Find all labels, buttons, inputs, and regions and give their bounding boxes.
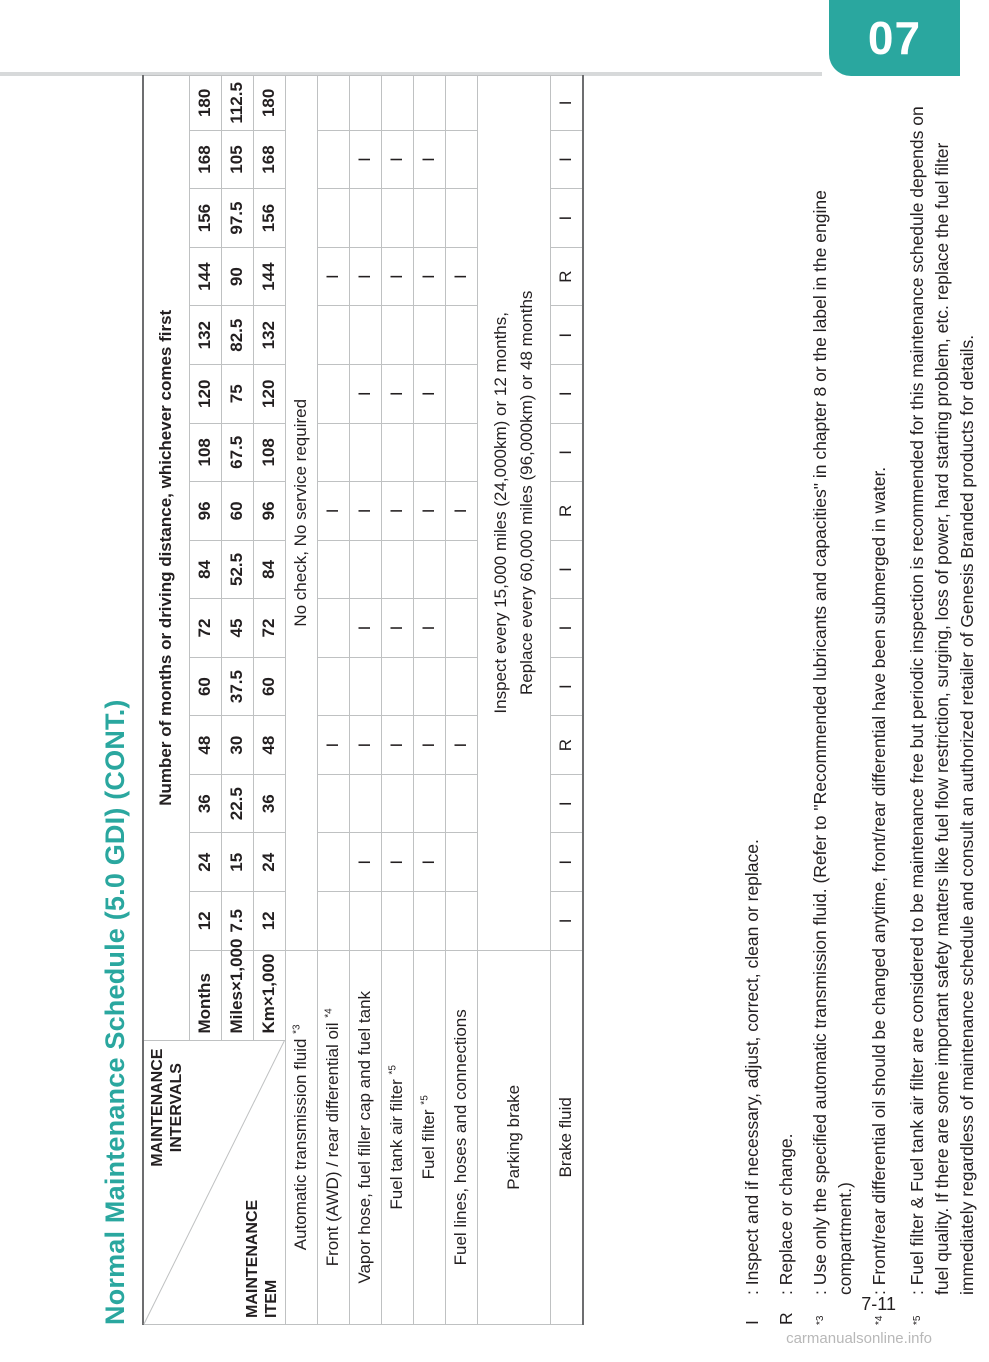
- schedule-cell: [349, 540, 381, 599]
- km-interval-14: 168: [253, 130, 285, 189]
- month-interval-8: 96: [189, 482, 221, 541]
- table-row: [285, 76, 317, 1325]
- mile-interval-3: 22.5: [221, 774, 253, 833]
- schedule-cell: [445, 76, 477, 131]
- km-interval-9: 108: [253, 423, 285, 482]
- schedule-cell: I: [413, 247, 445, 306]
- schedule-cell: I: [550, 76, 583, 131]
- schedule-cell: [317, 306, 349, 365]
- schedule-cell: [381, 423, 413, 482]
- table-row: [445, 76, 477, 1325]
- page-number: 7-11: [861, 1294, 896, 1314]
- mile-interval-5: 37.5: [221, 657, 253, 716]
- chapter-number: 07: [867, 12, 922, 64]
- mile-interval-2: 15: [221, 833, 253, 892]
- maintenance-schedule-table: [142, 75, 584, 1325]
- rotated-content: [100, 75, 977, 1325]
- month-interval-14: 168: [189, 130, 221, 189]
- footnote-ref: *5: [419, 1095, 431, 1105]
- schedule-cell: I: [381, 482, 413, 541]
- item-name: Brake fluid: [550, 950, 583, 1324]
- schedule-cell: I: [550, 306, 583, 365]
- schedule-cell: [413, 774, 445, 833]
- schedule-cell: [317, 364, 349, 423]
- schedule-cell: [445, 364, 477, 423]
- schedule-cell: [445, 774, 477, 833]
- note-key: *5: [911, 1315, 923, 1325]
- schedule-cell: I: [550, 774, 583, 833]
- note-text: : Inspect and if necessary, adjust, correct, clean or replace.: [742, 839, 762, 1295]
- note-key: *4: [874, 1315, 885, 1325]
- footnote-ref: *4: [323, 1008, 335, 1018]
- schedule-cell: R: [550, 482, 583, 541]
- mile-interval-7: 52.5: [221, 540, 253, 599]
- note-item: [905, 75, 980, 1325]
- month-interval-11: 132: [189, 306, 221, 365]
- schedule-cell: I: [550, 130, 583, 189]
- schedule-cell: I: [317, 716, 349, 775]
- note-item: [774, 75, 799, 1325]
- schedule-cell: [381, 657, 413, 716]
- month-interval-9: 108: [189, 423, 221, 482]
- schedule-cell: I: [445, 482, 477, 541]
- footnote-ref: *5: [387, 1065, 399, 1075]
- schedule-cell: I: [317, 482, 349, 541]
- schedule-cell: [317, 892, 349, 951]
- schedule-cell: I: [413, 364, 445, 423]
- item-name: Fuel filter $^{*5}$: [413, 950, 445, 1324]
- schedule-cell: [349, 76, 381, 131]
- table-row: [317, 76, 349, 1325]
- schedule-cell: [381, 306, 413, 365]
- schedule-cell: [349, 189, 381, 248]
- schedule-cell: [349, 657, 381, 716]
- km-interval-4: 48: [253, 716, 285, 775]
- km-interval-10: 120: [253, 364, 285, 423]
- km-interval-2: 24: [253, 833, 285, 892]
- schedule-cell: [317, 130, 349, 189]
- km-interval-8: 96: [253, 482, 285, 541]
- header-corner-cell: [143, 1040, 285, 1324]
- schedule-cell: I: [349, 364, 381, 423]
- note-text: : Replace or change.: [776, 1133, 796, 1295]
- schedule-cell: [445, 306, 477, 365]
- schedule-cell: [445, 657, 477, 716]
- schedule-cell: I: [349, 716, 381, 775]
- page-title: Normal Maintenance Schedule (5.0 GDI) (CONT.): [100, 699, 130, 1325]
- month-interval-1: 12: [189, 892, 221, 951]
- mile-interval-8: 60: [221, 482, 253, 541]
- schedule-cell: I: [550, 892, 583, 951]
- schedule-cell: I: [413, 833, 445, 892]
- schedule-cell: [349, 423, 381, 482]
- header-span-label: Number of months or driving distance, whichever comes first: [143, 76, 189, 1041]
- mile-interval-4: 30: [221, 716, 253, 775]
- table-row: [381, 76, 413, 1325]
- schedule-cell: [445, 189, 477, 248]
- mile-interval-9: 67.5: [221, 423, 253, 482]
- schedule-cell: [445, 892, 477, 951]
- schedule-cell: [317, 774, 349, 833]
- mile-interval-15: 112.5: [221, 76, 253, 131]
- schedule-cell: I: [349, 482, 381, 541]
- schedule-cell: [349, 774, 381, 833]
- mile-interval-12: 90: [221, 247, 253, 306]
- schedule-cell: I: [413, 599, 445, 658]
- item-name: Fuel lines, hoses and connections: [445, 950, 477, 1324]
- footnote-ref: *3: [291, 1024, 303, 1034]
- schedule-cell: [349, 892, 381, 951]
- km-interval-15: 180: [253, 76, 285, 131]
- schedule-cell: [413, 540, 445, 599]
- schedule-cell: [413, 657, 445, 716]
- schedule-cell: I: [381, 833, 413, 892]
- mile-interval-14: 105: [221, 130, 253, 189]
- miles-label: Miles×1,000: [221, 950, 253, 1040]
- note-key: R: [776, 1312, 796, 1325]
- schedule-cell: I: [413, 716, 445, 775]
- schedule-cell: [317, 657, 349, 716]
- month-interval-13: 156: [189, 189, 221, 248]
- months-label: Months: [189, 950, 221, 1040]
- header-intervals-label: MAINTENANCE INTERVALS: [149, 1048, 185, 1167]
- schedule-cell: [413, 189, 445, 248]
- schedule-cell: [381, 189, 413, 248]
- schedule-cell: I: [413, 482, 445, 541]
- month-interval-7: 84: [189, 540, 221, 599]
- chapter-tab: [829, 0, 960, 76]
- table-row: [413, 76, 445, 1325]
- km-interval-7: 84: [253, 540, 285, 599]
- notes-section: [740, 75, 989, 1325]
- schedule-cell: [445, 599, 477, 658]
- schedule-cell: I: [317, 247, 349, 306]
- schedule-cell: [317, 599, 349, 658]
- schedule-cell: I: [381, 247, 413, 306]
- span-note: No check, No service required: [285, 76, 317, 951]
- mile-interval-13: 97.5: [221, 189, 253, 248]
- km-interval-11: 132: [253, 306, 285, 365]
- schedule-cell: I: [550, 540, 583, 599]
- watermark: carmanualsonline.info: [786, 1330, 932, 1347]
- km-interval-5: 60: [253, 657, 285, 716]
- schedule-cell: [413, 306, 445, 365]
- schedule-cell: R: [550, 716, 583, 775]
- mile-interval-1: 7.5: [221, 892, 253, 951]
- schedule-cell: [317, 833, 349, 892]
- km-interval-6: 72: [253, 599, 285, 658]
- span-line: Replace every 60,000 miles (96,000km) or 48 months: [516, 290, 536, 696]
- note-item: [808, 75, 858, 1325]
- schedule-cell: I: [445, 247, 477, 306]
- span-line: Inspect every 15,000 miles (24,000km) or 12 months,: [490, 312, 510, 714]
- note-item: [867, 75, 896, 1325]
- item-name: Vapor hose, fuel filler cap and fuel tank: [349, 950, 381, 1324]
- schedule-cell: [381, 76, 413, 131]
- schedule-cell: [445, 130, 477, 189]
- schedule-body: [285, 76, 583, 1325]
- schedule-cell: [445, 833, 477, 892]
- schedule-cell: [317, 423, 349, 482]
- month-interval-15: 180: [189, 76, 221, 131]
- note-text: : Use only the specified automatic transmission fluid. (Refer to "Recommended lubricants and capacities" in chapter 8 or the label in the engine compartment.): [810, 190, 855, 1295]
- schedule-cell: I: [349, 247, 381, 306]
- schedule-cell: I: [550, 657, 583, 716]
- month-interval-6: 72: [189, 599, 221, 658]
- schedule-cell: I: [381, 716, 413, 775]
- month-interval-2: 24: [189, 833, 221, 892]
- note-key: I: [742, 1320, 762, 1325]
- km-interval-12: 144: [253, 247, 285, 306]
- schedule-cell: [381, 540, 413, 599]
- schedule-cell: I: [381, 130, 413, 189]
- schedule-cell: I: [550, 189, 583, 248]
- schedule-cell: I: [381, 599, 413, 658]
- km-interval-3: 36: [253, 774, 285, 833]
- item-name: Front (AWD) / rear differential oil $^{*4}$: [317, 950, 349, 1324]
- schedule-cell: [413, 423, 445, 482]
- span-note: [477, 76, 550, 951]
- schedule-cell: I: [349, 833, 381, 892]
- schedule-cell: [445, 540, 477, 599]
- schedule-cell: I: [550, 599, 583, 658]
- note-text: : Front/rear differential oil should be changed anytime, front/rear differential have been submerged in water.: [869, 466, 889, 1295]
- month-interval-3: 36: [189, 774, 221, 833]
- item-name: Fuel tank air filter $^{*5}$: [381, 950, 413, 1324]
- schedule-cell: [317, 76, 349, 131]
- item-name: Parking brake: [477, 950, 550, 1324]
- schedule-cell: I: [413, 130, 445, 189]
- schedule-cell: [413, 892, 445, 951]
- schedule-cell: [413, 76, 445, 131]
- item-name: Automatic transmission fluid $^{*3}$: [285, 950, 317, 1324]
- schedule-cell: I: [550, 423, 583, 482]
- month-interval-4: 48: [189, 716, 221, 775]
- schedule-cell: [445, 423, 477, 482]
- mile-interval-6: 45: [221, 599, 253, 658]
- month-interval-10: 120: [189, 364, 221, 423]
- schedule-cell: [317, 189, 349, 248]
- note-text: : Fuel filter & Fuel tank air filter are considered to be maintenance free but periodic inspection is recommended for this maintenance schedule depends on fuel quality. If there are some important safety matters like fuel flow restriction, surging, loss of power, hard starting problem, etc. replace the fuel filter immediately regardless of maintenance schedule and consult an authorized retailer of Genesis Branded products for details.: [906, 106, 977, 1295]
- schedule-cell: I: [381, 364, 413, 423]
- note-item: [740, 75, 765, 1325]
- km-interval-1: 12: [253, 892, 285, 951]
- table-row: [349, 76, 381, 1325]
- header-item-label: MAINTENANCE ITEM: [243, 1199, 280, 1318]
- schedule-cell: R: [550, 247, 583, 306]
- schedule-cell: I: [349, 599, 381, 658]
- month-interval-5: 60: [189, 657, 221, 716]
- schedule-cell: I: [445, 716, 477, 775]
- table-row: [477, 76, 550, 1325]
- schedule-cell: I: [349, 130, 381, 189]
- schedule-cell: [317, 540, 349, 599]
- schedule-cell: [381, 774, 413, 833]
- mile-interval-10: 75: [221, 364, 253, 423]
- km-label: Km×1,000: [253, 950, 285, 1040]
- month-interval-12: 144: [189, 247, 221, 306]
- schedule-cell: I: [550, 364, 583, 423]
- schedule-cell: [381, 892, 413, 951]
- mile-interval-11: 82.5: [221, 306, 253, 365]
- note-key: *3: [815, 1315, 826, 1325]
- table-row: [550, 76, 583, 1325]
- schedule-cell: I: [550, 833, 583, 892]
- km-interval-13: 156: [253, 189, 285, 248]
- schedule-cell: [349, 306, 381, 365]
